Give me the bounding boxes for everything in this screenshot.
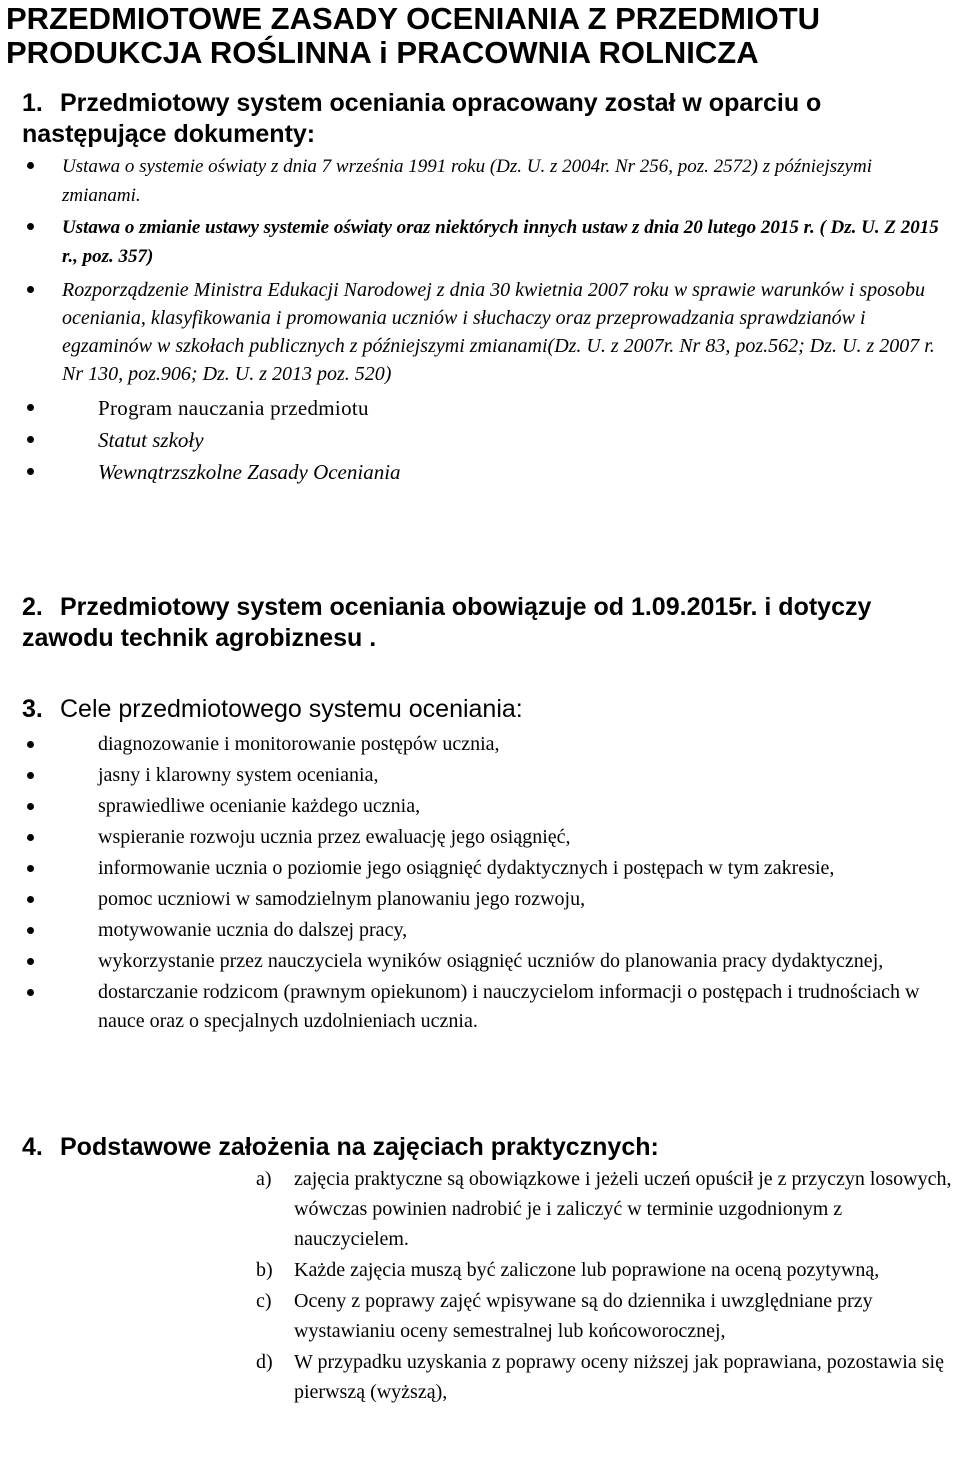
rule-item: d) W przypadku uzyskania z poprawy oceny niższej jak poprawiana, pozostawia się pierwszą (wyższą), — [0, 1347, 960, 1407]
section-4-rules-list — [0, 1164, 960, 1407]
goal-item: dostarczanie rodzicom (prawnym opiekunom) i nauczycielom informacji o postępach i trudnościach w nauce oraz o specjalnych uzdolnieniach ucznia. — [0, 978, 960, 1036]
goal-item: wspieranie rozwoju ucznia przez ewaluację jego osiągnięć, — [0, 823, 960, 852]
section-4-text: Podstawowe założenia na zajęciach praktycznych: — [60, 1133, 659, 1161]
bullet-icon — [27, 958, 34, 965]
section-4-number: 4. — [22, 1133, 43, 1161]
bullet-icon — [27, 404, 34, 411]
goal-item: jasny i klarowny system oceniania, — [0, 761, 960, 790]
section-3-number: 3. — [22, 695, 43, 723]
section-1-number: 1. — [22, 89, 43, 117]
goal-item: sprawiedliwe ocenianie każdego ucznia, — [0, 792, 960, 821]
rule-item: b) Każde zajęcia muszą być zaliczone lub poprawione na oceną pozytywną, — [0, 1255, 960, 1285]
document-item: Wewnątrzszkolne Zasady Oceniania — [0, 456, 960, 488]
goal-item: pomoc uczniowi w samodzielnym planowaniu jego rozwoju, — [0, 885, 960, 914]
rule-label: a) — [256, 1168, 272, 1190]
document-item: Ustawa o zmianie ustawy systemie oświaty oraz niektórych innych ustaw z dnia 20 lutego 2015 r. ( Dz. U. Z 2015 r., poz. 357) — [0, 213, 960, 271]
title-line-2: PRODUKCJA ROŚLINNA i PRACOWNIA ROLNICZA — [6, 35, 759, 70]
bullet-icon — [27, 468, 34, 475]
rule-label: c) — [256, 1290, 272, 1312]
rule-item: a) zajęcia praktyczne są obowiązkowe i jeżeli uczeń opuścił je z przyczyn losowych, wówczas powinien nadrobić je i zaliczyć w terminie uzgodnionym z nauczycielem. — [0, 1164, 960, 1254]
bullet-icon — [27, 803, 34, 810]
bullet-icon — [27, 162, 34, 169]
section-2-heading — [22, 592, 952, 654]
document-item: Statut szkoły — [0, 424, 960, 456]
section-2-text: Przedmiotowy system oceniania obowiązuje od 1.09.2015r. i dotyczy zawodu technik agrobiznesu . — [22, 593, 872, 652]
section-1-heading — [22, 88, 952, 150]
rule-item: c) Oceny z poprawy zajęć wpisywane są do dziennika i uwzględniane przy wystawianiu oceny semestralnej lub końcoworocznej, — [0, 1286, 960, 1346]
bullet-icon — [27, 834, 34, 841]
bullet-icon — [27, 741, 34, 748]
bullet-icon — [27, 896, 34, 903]
bullet-icon — [27, 223, 34, 230]
bullet-icon — [27, 286, 34, 293]
bullet-icon — [27, 989, 34, 996]
bullet-icon — [27, 865, 34, 872]
title-line-1: PRZEDMIOTOWE ZASADY OCENIANIA Z PRZEDMIOTU — [6, 1, 821, 36]
document-item: Rozporządzenie Ministra Edukacji Narodowej z dnia 30 kwietnia 2007 roku w sprawie warunków i sposobu oceniania, klasyfikowania i promowania uczniów i słuchaczy oraz przeprowadzania sprawdzianów i egzaminów w szkołach publicznych z późniejszymi zmianami(Dz. U. z 2007r. Nr 83, poz.562; Dz. U. z 2007 r. Nr 130, poz.906; Dz. U. z 2013 poz. 520) — [0, 276, 960, 388]
section-3-heading — [22, 694, 952, 725]
goal-item: diagnozowanie i monitorowanie postępów ucznia, — [0, 730, 960, 759]
bullet-icon — [27, 927, 34, 934]
goal-item: motywowanie ucznia do dalszej pracy, — [0, 916, 960, 945]
bullet-icon — [27, 772, 34, 779]
rule-label: b) — [256, 1259, 273, 1281]
bullet-icon — [27, 436, 34, 443]
section-3-goals-list — [0, 730, 960, 1038]
document-title — [6, 2, 956, 70]
goal-item: informowanie ucznia o poziomie jego osiągnięć dydaktycznych i postępach w tym zakresie, — [0, 854, 960, 883]
rule-label: d) — [256, 1351, 273, 1373]
section-2-number: 2. — [22, 593, 43, 621]
document-item: Program nauczania przedmiotu — [0, 392, 960, 424]
section-4-heading — [22, 1132, 952, 1163]
section-1-text: Przedmiotowy system oceniania opracowany został w oparciu o następujące dokumenty: — [22, 89, 822, 148]
document-item: Ustawa o systemie oświaty z dnia 7 września 1991 roku (Dz. U. z 2004r. Nr 256, poz. 2572) z późniejszymi zmianami. — [0, 152, 960, 210]
goal-item: wykorzystanie przez nauczyciela wyników osiągnięć uczniów do planowania pracy dydaktycznej, — [0, 947, 960, 976]
section-3-text: Cele przedmiotowego systemu oceniania: — [60, 695, 523, 723]
section-1-documents-list — [0, 152, 960, 488]
